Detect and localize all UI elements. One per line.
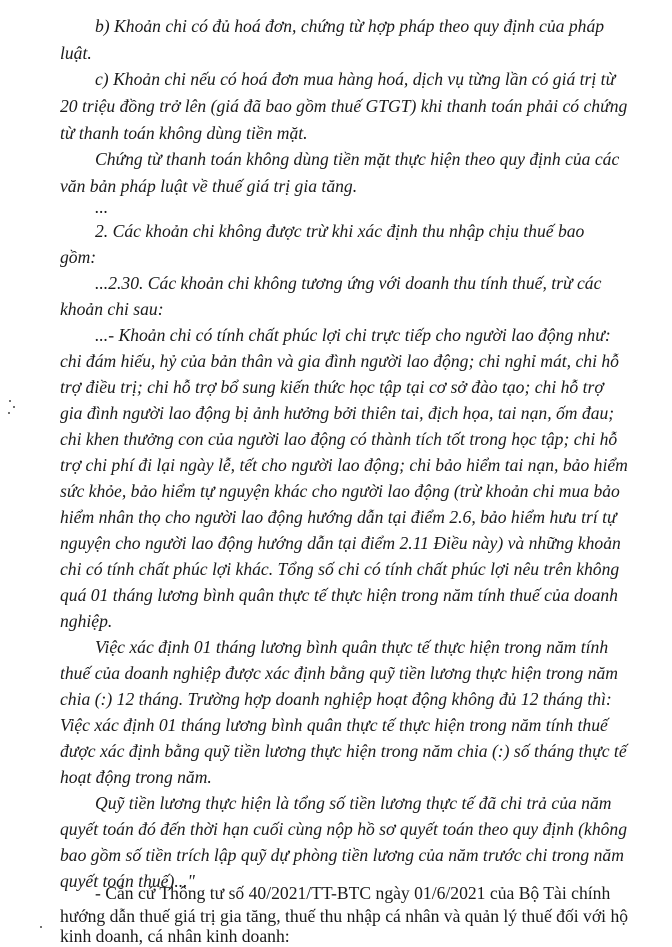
text-line: 2. Các khoản chi không được trừ khi xác định thu nhập chịu thuế bao [95, 221, 585, 241]
text-line: gia đình người lao động bị ảnh hưởng bởi thiên tai, địch họa, tai nạn, ốm đau; [60, 403, 615, 423]
text-line: b) Khoản chi có đủ hoá đơn, chứng từ hợp pháp theo quy định của pháp [95, 16, 605, 36]
text-line: thuế của doanh nghiệp được xác định bằng quỹ tiền lương thực hiện trong năm [60, 663, 619, 683]
text-line: từ thanh toán không dùng tiền mặt. [60, 123, 308, 143]
text-line: Quỹ tiền lương thực hiện là tổng số tiền lương thực tế đã chi trả của năm [95, 793, 612, 813]
text-line: Việc xác định 01 tháng lương bình quân thực tế thực hiện trong năm tính [95, 637, 609, 657]
text-line: 20 triệu đồng trở lên (giá đã bao gồm thuế GTGT) khi thanh toán phải có chứng [60, 96, 628, 116]
text-line: luật. [60, 43, 92, 63]
text-line: chia (:) 12 tháng. Trường hợp doanh nghiệp hoạt động không đủ 12 tháng thì: [60, 689, 612, 709]
text-line: hiểm nhân thọ cho người lao động hướng dẫn tại điểm 2.6, bảo hiểm hưu trí tự [60, 507, 617, 527]
text-line: gồm: [60, 247, 97, 267]
text-line: Chứng từ thanh toán không dùng tiền mặt thực hiện theo quy định của các [95, 149, 620, 169]
text-line: khoản chi sau: [60, 299, 164, 319]
text-line: quyết toán thuế)..." [60, 871, 195, 891]
text-line: sức khỏe, bảo hiểm tự nguyện khác cho người lao động (trừ khoản chi mua bảo [60, 481, 620, 501]
text-line: hướng dẫn thuế giá trị gia tăng, thuế thu nhập cá nhân và quản lý thuế đối với hộ [60, 906, 629, 926]
text-line: ...- Khoản chi có tính chất phúc lợi chi trực tiếp cho người lao động như: [95, 325, 611, 345]
ellipsis-line: ... [95, 197, 109, 217]
scan-speck [13, 406, 15, 408]
text-line: trợ điều trị; chi hỗ trợ bổ sung kiến thức học tập tại cơ sở đào tạo; chi hỗ trợ [60, 377, 604, 397]
text-line: Việc xác định 01 tháng lương bình quân thực tế thực hiện trong năm tính thuế [60, 715, 608, 735]
text-line: hoạt động trong năm. [60, 767, 212, 787]
scan-speck [40, 926, 42, 928]
text-line: nghiệp. [60, 611, 113, 631]
text-line: c) Khoản chi nếu có hoá đơn mua hàng hoá, dịch vụ từng lần có giá trị từ [95, 69, 616, 89]
text-line: ...2.30. Các khoản chi không tương ứng với doanh thu tính thuế, trừ các [95, 273, 602, 293]
text-line: trợ chi phí đi lại ngày lễ, tết cho người lao động; chi bảo hiểm tai nạn, bảo hiểm [60, 455, 628, 475]
text-line: quyết toán đó đến thời hạn cuối cùng nộp hồ sơ quyết toán theo quy định (không [60, 819, 628, 839]
text-line: chi có tính chất phúc lợi khác. Tổng số chi có tính chất phúc lợi nêu trên không [60, 559, 620, 579]
text-line: - Căn cứ Thông tư số 40/2021/TT-BTC ngày 01/6/2021 của Bộ Tài chính [95, 883, 611, 903]
text-line: chi đám hiếu, hỷ của bản thân và gia đình người lao động; chi nghỉ mát, chi hỗ [60, 351, 619, 371]
text-line: quá 01 tháng lương bình quân thực tế thực hiện trong năm tính thuế của doanh [60, 585, 618, 605]
text-line: nguyện cho người lao động hướng dẫn tại điểm 2.11 Điều này) và những khoản [60, 533, 621, 553]
text-line: được xác định bằng quỹ tiền lương thực hiện trong năm chia (:) số tháng thực tế [60, 741, 627, 761]
text-line: văn bản pháp luật về thuế giá trị gia tăng. [60, 176, 358, 196]
text-line: chi khen thưởng con của người lao động có thành tích tốt trong học tập; chi hỗ [60, 429, 618, 449]
scan-speck [9, 400, 11, 402]
text-line: bao gồm số tiền trích lập quỹ dự phòng tiền lương của năm trước chi trong năm [60, 845, 624, 865]
scan-speck [8, 412, 10, 414]
text-line: kinh doanh, cá nhân kinh doanh: [60, 926, 290, 946]
